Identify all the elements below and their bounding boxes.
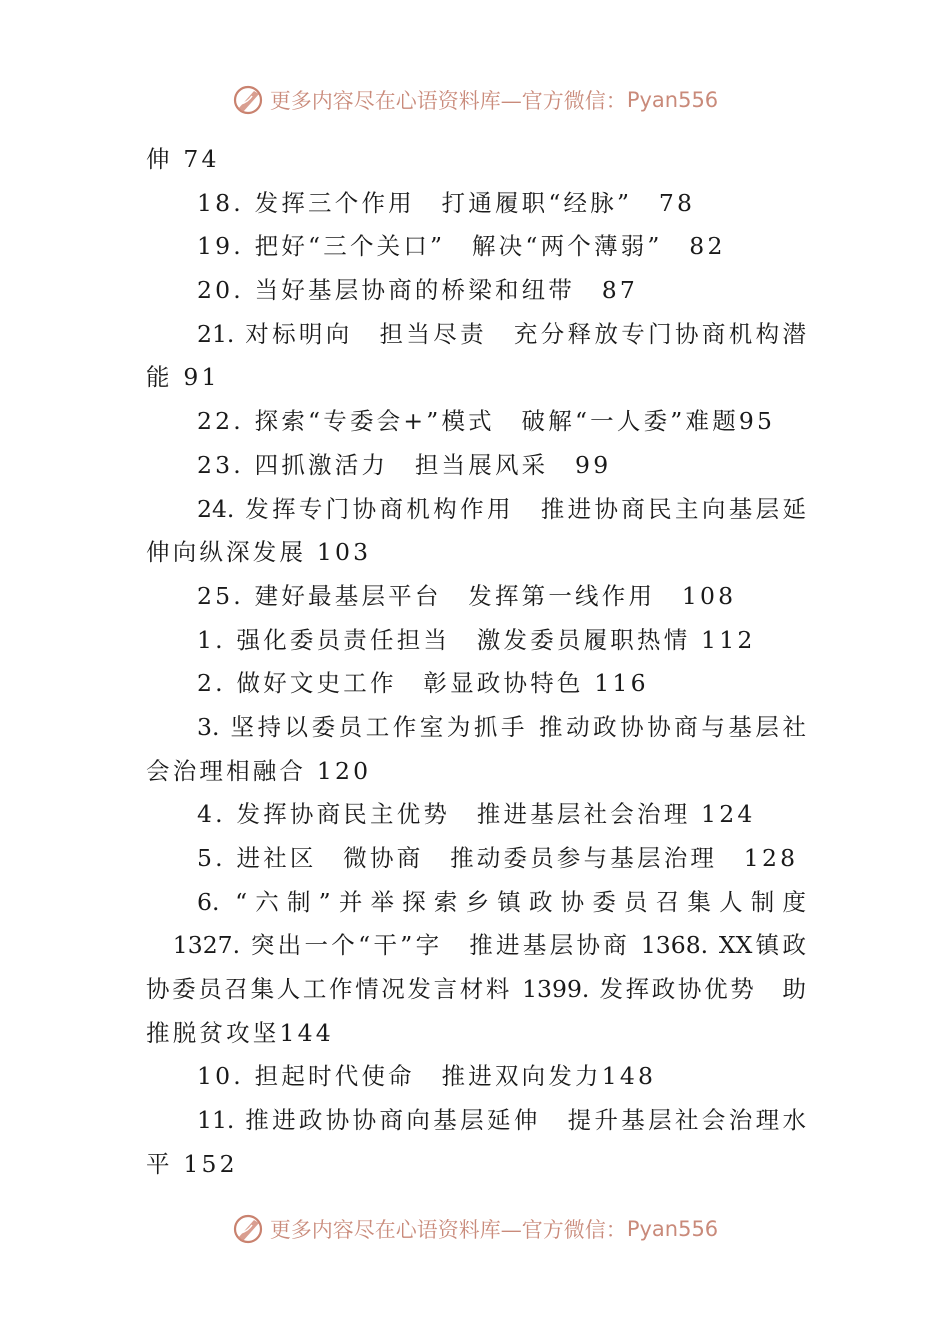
toc-line: 平 152 [146,1149,238,1178]
toc-line: 3. 坚持以委员工作室为抓手 推动政协协商与基层社 [197,712,806,741]
toc-line: 能 91 [146,363,220,392]
toc-line: 2. 做好文史工作 彰显政协特色 116 [197,669,649,698]
toc-line: 10. 担起时代使命 推进双向发力148 [197,1062,657,1091]
watermark-logo-icon [232,1213,266,1245]
watermark-bottom [0,1213,950,1245]
toc-line: 19. 把好“三个关口” 解决“两个薄弱” 82 [197,232,726,261]
toc-line: 5. 进社区 微协商 推动委员参与基层治理 128 [197,844,799,872]
watermark-id: Pyan556 [626,1217,719,1241]
toc-line: 11. 推进政协协商向基层延伸 提升基层社会治理水 [197,1106,806,1135]
watermark-id: Pyan556 [626,88,719,112]
toc-line: 18. 发挥三个作用 打通履职“经脉” 78 [197,188,696,217]
toc-line: 4. 发挥协商民主优势 推进基层社会治理 124 [197,800,756,829]
toc-line: 1. 强化委员责任担当 激发委员履职热情 112 [197,625,756,654]
toc-line: 伸向纵深发展 103 [146,538,372,567]
toc-line: 22. 探索“专委会+”模式 破解“一人委”难题95 [197,407,776,436]
watermark-top [0,84,950,116]
watermark-text: 更多内容尽在心语资料库—官方微信： [269,89,627,113]
toc-content [146,138,806,1187]
toc-line: 协委员召集人工作情况发言材料 1399. 发挥政协优势 助 [146,975,806,1004]
watermark-text: 更多内容尽在心语资料库—官方微信： [269,1218,627,1242]
toc-line: 伸 74 [146,145,220,173]
toc-line: 24. 发挥专门协商机构作用 推进协商民主向基层延 [197,494,806,523]
toc-line: 23. 四抓激活力 担当展风采 99 [197,450,612,479]
toc-line: 推脱贫攻坚144 [146,1018,334,1047]
toc-line: 6. “六制”并举探索乡镇政协委员召集人制度 [197,887,806,916]
toc-line: 会治理相融合 120 [146,756,372,785]
toc-line: 21. 对标明向 担当尽责 充分释放专门协商机构潜 [197,319,806,348]
toc-line: 25. 建好最基层平台 发挥第一线作用 108 [197,581,737,610]
watermark-logo-icon [232,84,266,116]
toc-line: 1327. 突出一个“干”字 推进基层协商 1368. XX镇政 [146,931,806,960]
toc-line: 20. 当好基层协商的桥梁和纽带 87 [197,276,639,305]
